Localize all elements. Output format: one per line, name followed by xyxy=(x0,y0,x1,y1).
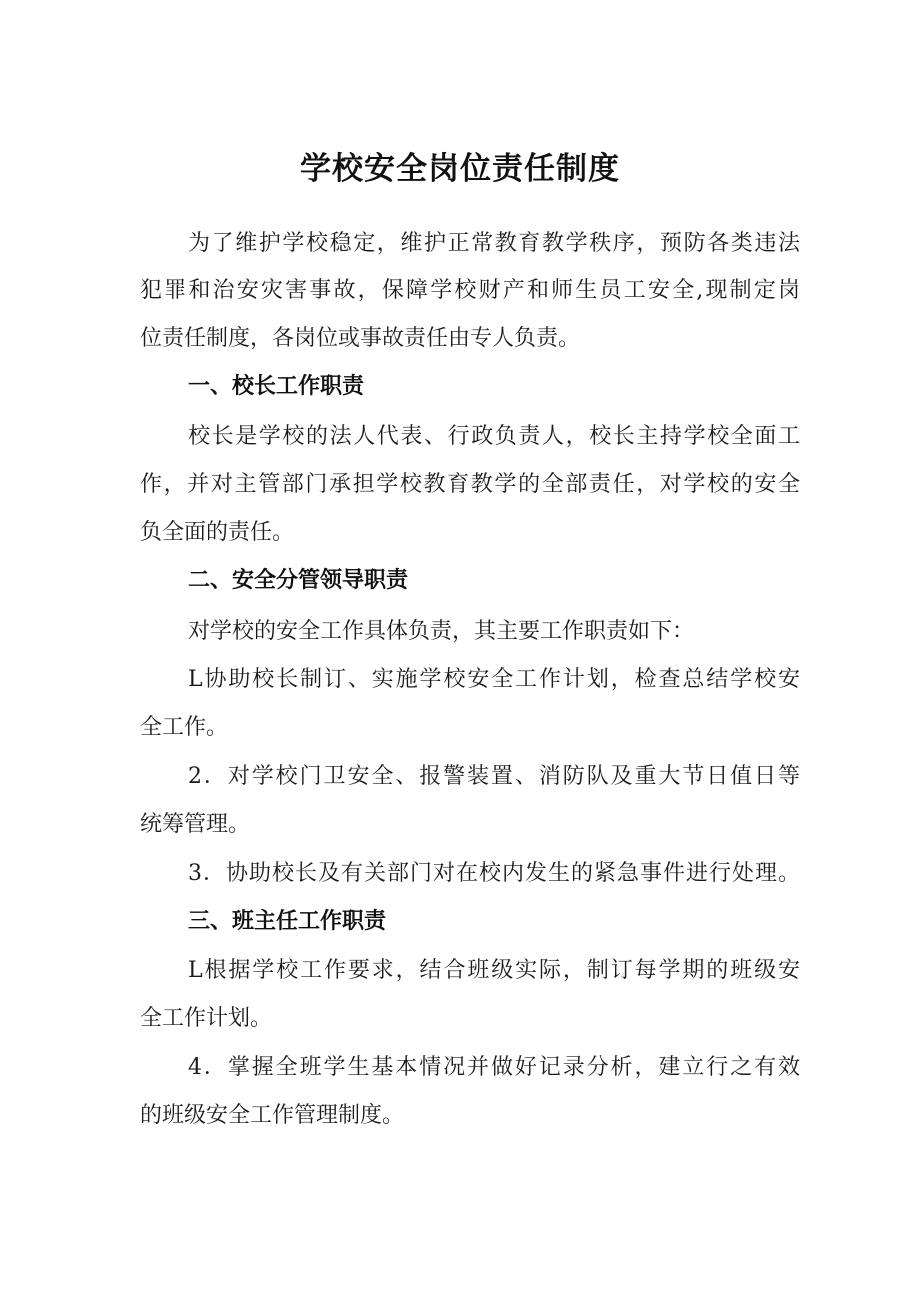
section-heading: 三、班主任工作职责 xyxy=(188,909,387,934)
paragraph-line: 为了维护学校稳定，维护正常教育教学秩序，预防各类违法 xyxy=(188,231,800,256)
paragraph-line: 作，并对主管部门承担学校教育教学的全部责任，对学校的安全 xyxy=(140,472,800,497)
paragraph-line: 犯罪和治安灾害事故，保障学校财产和师生员工安全,现制定岗 xyxy=(140,278,800,303)
paragraph-line: 对学校的安全工作具体负责，其主要工作职责如下： xyxy=(188,619,695,644)
list-item-line: L协助校长制订、实施学校安全工作计划，检查总结学校安 xyxy=(188,667,800,692)
paragraph-line: 位责任制度，各岗位或事故责任由专人负责。 xyxy=(140,326,581,351)
list-item-line: 3．协助校长及有关部门对在校内发生的紧急事件进行处理。 xyxy=(188,861,800,886)
list-item-line: 全工作计划。 xyxy=(140,1006,273,1031)
paragraph-line: 校长是学校的法人代表、行政负责人，校长主持学校全面工 xyxy=(188,424,800,449)
list-item-line: L根据学校工作要求，结合班级实际，制订每学期的班级安 xyxy=(188,958,800,983)
section-heading: 一、校长工作职责 xyxy=(188,374,365,399)
list-item-line: 全工作。 xyxy=(140,715,229,740)
list-item-line: 4．掌握全班学生基本情况并做好记录分析，建立行之有效 xyxy=(188,1055,800,1080)
list-item-line: 统筹管理。 xyxy=(140,812,251,837)
section-heading: 二、安全分管领导职责 xyxy=(188,568,409,593)
paragraph-line: 负全面的责任。 xyxy=(140,520,295,545)
list-item-line: 2．对学校门卫安全、报警装置、消防队及重大节日值日等 xyxy=(188,764,800,789)
list-item-line: 的班级安全工作管理制度。 xyxy=(140,1103,405,1128)
document-title: 学校安全岗位责任制度 xyxy=(300,151,620,187)
